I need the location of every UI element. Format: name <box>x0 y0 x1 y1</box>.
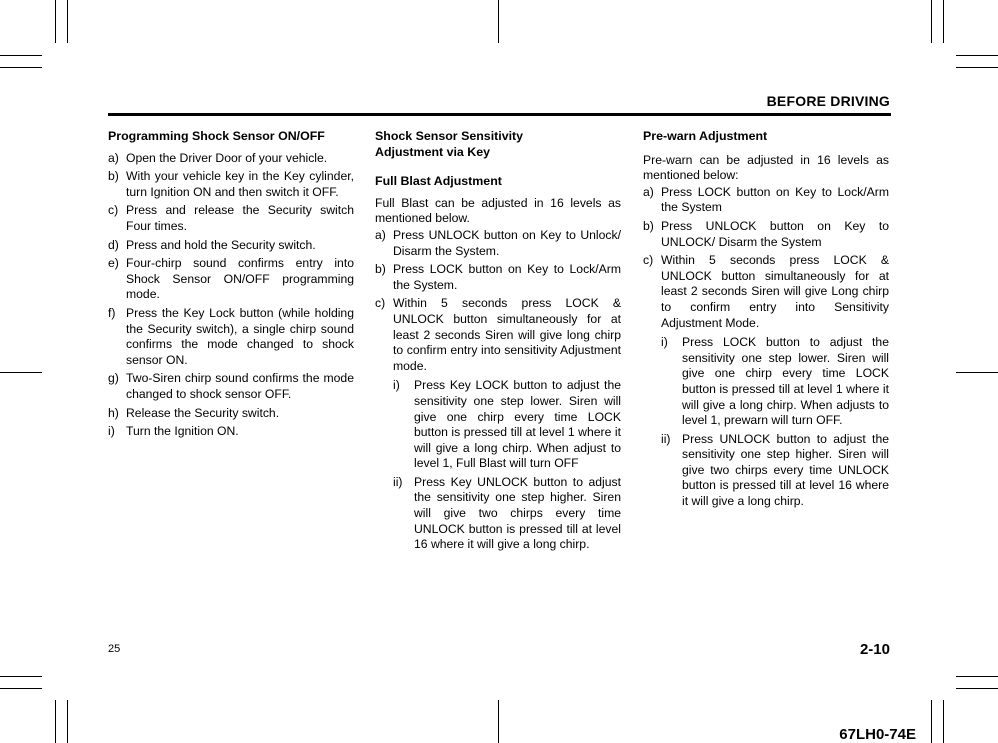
crop-mark <box>956 688 998 689</box>
step-item <box>108 151 354 167</box>
substep-item <box>393 378 621 472</box>
step-marker: h) <box>108 405 119 420</box>
step-text: Within 5 seconds press LOCK & UNLOCK button simultaneously for at least 2 seconds Siren will give Long chirp to confirm entry into Sensitivity Adjustment Mode. <box>661 253 889 330</box>
column-shock-sensor-programming <box>108 129 354 443</box>
column2-intro: Full Blast can be adjusted in 16 levels as mentioned below. <box>375 195 621 226</box>
step-item <box>108 238 354 254</box>
step-item <box>108 371 354 402</box>
step-text: Press LOCK button on Key to Lock/Arm the System. <box>393 262 621 292</box>
step-marker: c) <box>375 296 386 311</box>
step-text: Release the Security switch. <box>126 405 280 420</box>
step-text: Within 5 seconds press LOCK & UNLOCK button simultaneously for at least 2 seconds Siren will give long chirp to confirm entry into sensitivity Adjustment mode. <box>393 296 621 373</box>
substep-text: Press UNLOCK button to adjust the sensitivity one step higher. Siren will give two chirps every time UNLOCK button is pressed till at level 16 where it will give a long chirp. <box>682 431 889 509</box>
substep-marker: ii) <box>393 474 403 489</box>
substep-item <box>661 335 889 429</box>
column2-substeps <box>393 378 621 553</box>
crop-mark <box>956 676 998 677</box>
column2-subheading: Full Blast Adjustment <box>375 174 502 189</box>
column3-heading: Pre-warn Adjustment <box>643 129 768 143</box>
crop-mark <box>943 700 944 743</box>
section-title: BEFORE DRIVING <box>766 93 890 109</box>
step-item <box>375 262 621 293</box>
column-full-blast-adjustment <box>375 129 621 556</box>
substep-marker: i) <box>393 378 400 393</box>
step-text: Press the Key Lock button (while holding the Security switch), a single chirp sound confirms the mode changed to shock sensor ON. <box>126 305 354 367</box>
column1-heading: Programming Shock Sensor ON/OFF <box>108 129 325 143</box>
step-text: Turn the Ignition ON. <box>126 424 239 439</box>
crop-mark <box>55 0 56 43</box>
step-marker: e) <box>108 256 119 271</box>
step-marker: c) <box>108 203 119 218</box>
substep-text: Press LOCK button to adjust the sensitivity one step lower. Siren will give one chirp every time LOCK button is pressed till at level 1 where it will give a long chirp. When adjusts to level 1, prewarn will turn OFF. <box>682 335 889 428</box>
step-text: Press UNLOCK button on Key to UNLOCK/ Disarm the System <box>661 218 889 249</box>
column3-substeps <box>661 335 889 510</box>
step-text: Four-chirp sound confirms entry into Shock Sensor ON/OFF programming mode. <box>126 256 354 302</box>
crop-mark <box>931 700 932 743</box>
step-marker: a) <box>108 150 119 165</box>
column-pre-warn-adjustment <box>643 129 889 513</box>
header-rule <box>108 113 891 116</box>
crop-mark <box>498 0 499 43</box>
page-number: 25 <box>108 643 121 655</box>
substep-item <box>393 475 621 553</box>
column2-heading-line1: Shock Sensor Sensitivity <box>375 129 524 143</box>
step-item <box>108 424 354 440</box>
crop-mark <box>0 676 42 677</box>
step-text: Press UNLOCK button on Key to Unlock/ Disarm the System. <box>393 227 621 258</box>
step-marker: b) <box>375 262 386 277</box>
column2-heading-line2: Adjustment via Key <box>375 144 490 159</box>
step-item <box>108 406 354 422</box>
document-code: 67LH0-74E <box>839 726 916 743</box>
crop-mark <box>956 55 998 56</box>
substep-text: Press Key UNLOCK button to adjust the sensitivity one step higher. Siren will give two chirps every time UNLOCK button is pressed till at level 16 where it will give a long chirp. <box>414 474 621 552</box>
crop-mark <box>0 67 42 68</box>
column1-steps <box>108 151 354 440</box>
crop-mark <box>55 700 56 743</box>
crop-mark <box>67 700 68 743</box>
crop-mark <box>0 55 42 56</box>
step-marker: d) <box>108 237 119 252</box>
step-marker: b) <box>643 218 654 233</box>
step-item <box>108 203 354 234</box>
step-marker: g) <box>108 371 119 386</box>
crop-mark <box>0 688 42 689</box>
step-item <box>108 169 354 200</box>
step-item <box>375 228 621 259</box>
column3-intro: Pre-warn can be adjusted in 16 levels as mentioned below: <box>643 152 889 183</box>
crop-mark <box>956 67 998 68</box>
crop-mark <box>956 372 998 373</box>
step-item <box>643 185 889 216</box>
crop-mark <box>498 700 499 743</box>
step-marker: i) <box>108 424 115 439</box>
step-text: Press and hold the Security switch. <box>126 237 316 252</box>
step-item <box>108 256 354 303</box>
step-marker: a) <box>375 227 386 242</box>
crop-mark <box>67 0 68 43</box>
step-text: Press and release the Security switch Four times. <box>126 203 354 233</box>
step-text: Two-Siren chirp sound confirms the mode changed to shock sensor OFF. <box>126 371 354 401</box>
crop-mark <box>943 0 944 43</box>
substep-text: Press Key LOCK button to adjust the sensitivity one step lower. Siren will give one chirp every time LOCK button is pressed till at level 1 where it will give a long chirp. When adjust to level 1, Full Blast will turn OFF <box>414 378 621 471</box>
column2-steps <box>375 228 621 553</box>
step-item <box>643 253 889 510</box>
step-text: Press LOCK button on Key to Lock/Arm the System <box>661 184 889 215</box>
step-text: Open the Driver Door of your vehicle. <box>126 150 328 165</box>
substep-marker: i) <box>661 335 668 350</box>
step-marker: c) <box>643 253 654 268</box>
step-item <box>375 296 621 553</box>
step-marker: a) <box>643 184 654 199</box>
substep-marker: ii) <box>661 431 671 446</box>
step-marker: f) <box>108 305 116 320</box>
step-marker: b) <box>108 169 119 184</box>
crop-mark <box>0 372 42 373</box>
step-item <box>108 306 354 368</box>
step-text: With your vehicle key in the Key cylinder, turn Ignition ON and then switch it OFF. <box>126 169 354 199</box>
page-reference: 2-10 <box>859 641 890 658</box>
substep-item <box>661 432 889 510</box>
crop-mark <box>931 0 932 43</box>
column3-steps <box>643 185 889 510</box>
step-item <box>643 219 889 250</box>
